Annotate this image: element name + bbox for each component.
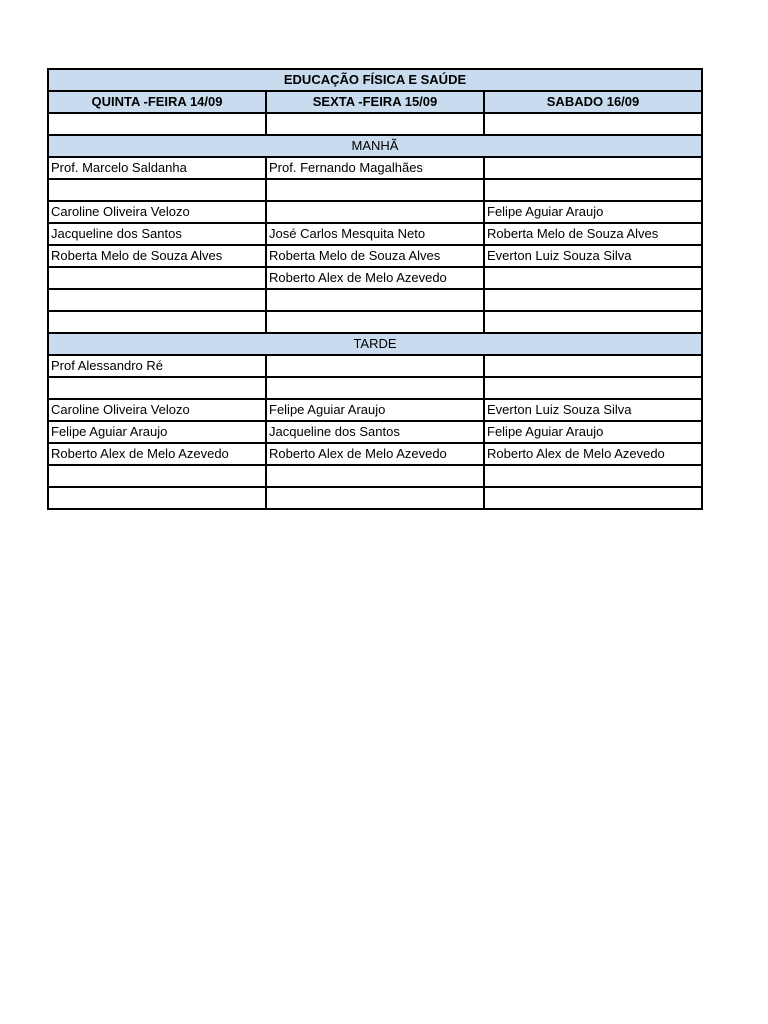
afternoon-cell [266, 487, 484, 509]
period-row-morning [48, 135, 702, 157]
morning-cell: Felipe Aguiar Araujo [484, 201, 702, 223]
afternoon-cell [48, 487, 266, 509]
afternoon-cell: Felipe Aguiar Araujo [484, 421, 702, 443]
morning-cell [266, 289, 484, 311]
afternoon-cell [484, 487, 702, 509]
morning-row [48, 201, 702, 223]
empty-cell [266, 113, 484, 135]
morning-cell [48, 267, 266, 289]
afternoon-row [48, 443, 702, 465]
period-row-afternoon [48, 333, 702, 355]
period-label-afternoon: TARDE [48, 333, 702, 355]
morning-row [48, 289, 702, 311]
afternoon-cell: Roberto Alex de Melo Azevedo [266, 443, 484, 465]
morning-row [48, 223, 702, 245]
morning-cell [48, 179, 266, 201]
morning-row [48, 245, 702, 267]
afternoon-cell: Prof Alessandro Ré [48, 355, 266, 377]
afternoon-row [48, 465, 702, 487]
table-title: EDUCAÇÃO FÍSICA E SAÚDE [48, 69, 702, 91]
period-label-morning: MANHÃ [48, 135, 702, 157]
morning-cell [484, 311, 702, 333]
spacer-row [48, 113, 702, 135]
morning-cell [484, 157, 702, 179]
day-header-saturday: SABADO 16/09 [484, 91, 702, 113]
afternoon-cell: Roberto Alex de Melo Azevedo [48, 443, 266, 465]
afternoon-cell [484, 355, 702, 377]
empty-cell [484, 113, 702, 135]
afternoon-cell: Caroline Oliveira Velozo [48, 399, 266, 421]
afternoon-cell [266, 465, 484, 487]
afternoon-row [48, 421, 702, 443]
afternoon-cell [266, 377, 484, 399]
morning-cell [266, 311, 484, 333]
afternoon-cell: Felipe Aguiar Araujo [48, 421, 266, 443]
morning-cell [484, 289, 702, 311]
morning-cell [48, 311, 266, 333]
morning-row [48, 179, 702, 201]
afternoon-cell [484, 377, 702, 399]
day-header-friday: SEXTA -FEIRA 15/09 [266, 91, 484, 113]
afternoon-cell [266, 355, 484, 377]
morning-cell: Prof. Marcelo Saldanha [48, 157, 266, 179]
afternoon-cell: Felipe Aguiar Araujo [266, 399, 484, 421]
morning-row [48, 157, 702, 179]
morning-cell [266, 179, 484, 201]
afternoon-row [48, 377, 702, 399]
schedule-body [48, 69, 702, 509]
afternoon-row [48, 399, 702, 421]
morning-cell: José Carlos Mesquita Neto [266, 223, 484, 245]
morning-cell: Everton Luiz Souza Silva [484, 245, 702, 267]
morning-cell: Prof. Fernando Magalhães [266, 157, 484, 179]
afternoon-cell [484, 465, 702, 487]
morning-cell [266, 201, 484, 223]
morning-cell [484, 179, 702, 201]
afternoon-row [48, 487, 702, 509]
morning-row [48, 267, 702, 289]
empty-cell [48, 113, 266, 135]
afternoon-cell: Jacqueline dos Santos [266, 421, 484, 443]
afternoon-cell [48, 377, 266, 399]
morning-cell: Roberto Alex de Melo Azevedo [266, 267, 484, 289]
morning-cell: Caroline Oliveira Velozo [48, 201, 266, 223]
afternoon-cell: Roberto Alex de Melo Azevedo [484, 443, 702, 465]
morning-cell: Roberta Melo de Souza Alves [48, 245, 266, 267]
morning-cell [484, 267, 702, 289]
day-header-thursday: QUINTA -FEIRA 14/09 [48, 91, 266, 113]
morning-cell: Roberta Melo de Souza Alves [484, 223, 702, 245]
schedule-table [47, 68, 703, 510]
morning-cell: Jacqueline dos Santos [48, 223, 266, 245]
morning-row [48, 311, 702, 333]
afternoon-cell [48, 465, 266, 487]
afternoon-cell: Everton Luiz Souza Silva [484, 399, 702, 421]
morning-cell: Roberta Melo de Souza Alves [266, 245, 484, 267]
day-header-row [48, 91, 702, 113]
title-row [48, 69, 702, 91]
afternoon-row [48, 355, 702, 377]
morning-cell [48, 289, 266, 311]
